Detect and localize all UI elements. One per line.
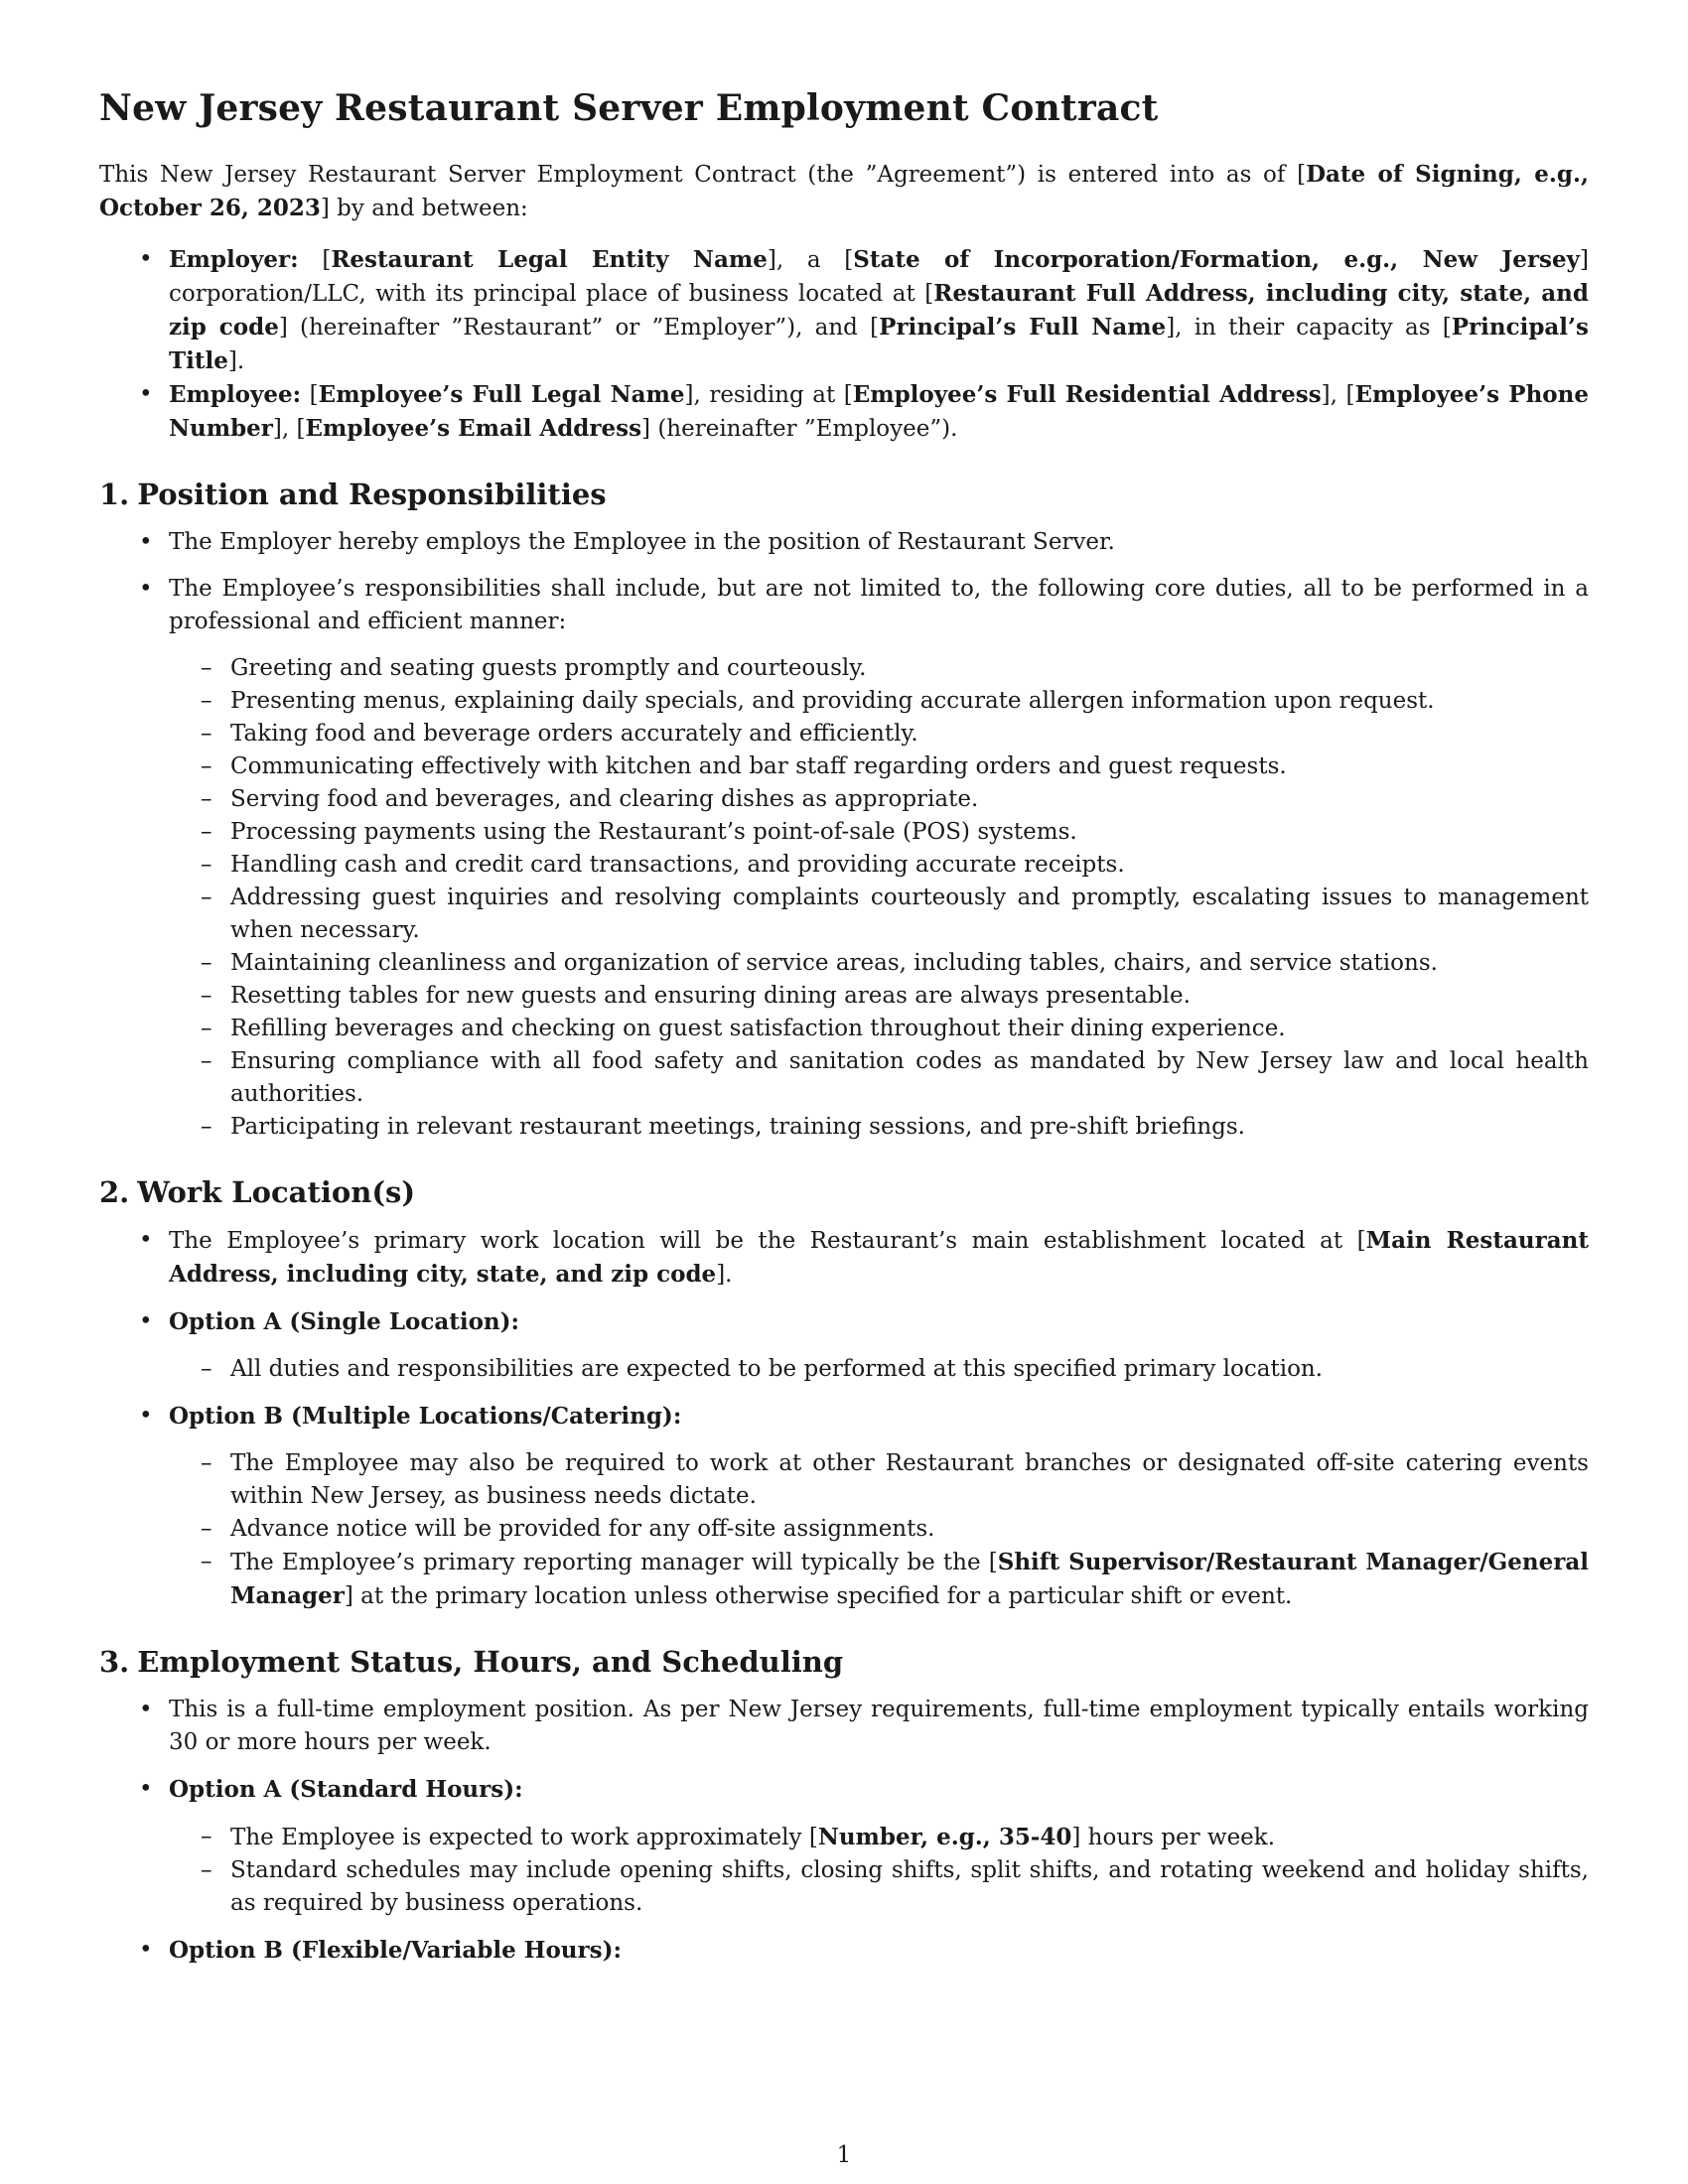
duty-item: – Participating in relevant restaurant meetings, training sessions, and pre-shift briefings. [169,1111,1589,1144]
employee-phone-placeholder: Employee’s Phone Number [169,381,1590,443]
section-title: Employment Status, Hours, and Scheduling [137,1644,844,1679]
option-item: – Advance notice will be provided for any off-site assignments. [169,1513,1589,1546]
section-heading-1 [99,478,1589,512]
section-heading-2 [99,1175,1589,1210]
section-heading-3 [99,1645,1589,1680]
list-item [99,1305,1589,1386]
list-item [99,573,1589,1144]
text: [ [298,247,332,274]
option-b-list [169,1447,1589,1613]
list-item: • The Employer hereby employs the Employee in the position of Restaurant Server. [99,526,1589,559]
text: [ [301,382,319,409]
intro-text-end: ] by and between: [320,196,528,222]
responsibilities-intro: The Employee’s responsibilities shall include, but are not limited to, the following core duties, all to be performed in a professional and efficient manner: [169,575,1589,634]
page-number: 1 [836,2142,852,2168]
employee-label: Employee: [169,381,302,409]
employee-name-placeholder: Employee’s Full Legal Name [318,381,685,409]
section-2-list [99,1224,1589,1613]
option-a-list [169,1821,1589,1920]
text: ], [ [272,416,306,443]
intro-text: This New Jersey Restaurant Server Employment Contract (the ”Agreement”) is entered into as of [ [99,162,1307,189]
duty-item: – Addressing guest inquiries and resolving complaints courteously and promptly, escalating issues to management when necessary. [169,882,1589,947]
option-label: Option B (Flexible/Variable Hours): [169,1936,622,1964]
text: ], in their capacity as [ [1166,315,1452,341]
duty-item: – Greeting and seating guests promptly and courteously. [169,652,1589,685]
option-item: – All duties and responsibilities are expected to be performed at this specified primary location. [169,1353,1589,1386]
text: ] (hereinafter ”Employee”). [641,416,958,443]
duty-item: – Presenting menus, explaining daily specials, and providing accurate allergen information upon request. [169,685,1589,718]
text: ] hours per week. [1071,1824,1276,1850]
employer-party [99,243,1589,378]
duties-list [169,652,1589,1144]
parties-list [99,243,1589,446]
duty-item: – Communicating effectively with kitchen and bar staff regarding orders and guest requests. [169,751,1589,783]
list-item [99,1224,1589,1292]
duty-item: – Processing payments using the Restaurant’s point-of-sale (POS) systems. [169,816,1589,849]
text: ] corporation/LLC, with its principal place of business located at [ [169,247,1589,308]
employee-email-placeholder: Employee’s Email Address [305,415,642,443]
document-page [99,87,1589,1999]
option-label: Option A (Single Location): [169,1307,520,1335]
section-title: Work Location(s) [137,1174,416,1209]
principal-title-placeholder: Principal’s Title [169,314,1589,375]
option-item [169,1821,1589,1854]
principal-name-placeholder: Principal’s Full Name [879,314,1167,341]
main-address-placeholder: Main Restaurant Address, including city, state, and zip code [169,1226,1589,1288]
text: ]. [716,1261,733,1288]
option-label: Option B (Multiple Locations/Catering): [169,1402,682,1430]
list-item: • This is a full-time employment position. As per New Jersey requirements, full-time employment typically entails working 30 or more hours per week. [99,1694,1589,1759]
duty-item: – Serving food and beverages, and clearing dishes as appropriate. [169,783,1589,816]
employer-label: Employer: [169,246,299,274]
hours-placeholder: Number, e.g., 35-40 [817,1823,1072,1850]
employer-address-placeholder: Restaurant Full Address, including city, state, and zip code [169,280,1589,341]
option-a-list [169,1353,1589,1386]
duty-item: – Ensuring compliance with all food safety and sanitation codes as mandated by New Jersey law and local health authorities. [169,1045,1589,1111]
employer-state-placeholder: State of Incorporation/Formation, e.g., New Jersey [853,246,1581,274]
section-3-list [99,1694,1589,1968]
section-number: 1. [99,478,130,512]
signing-date-placeholder: Date of Signing, e.g., October 26, 2023 [99,161,1589,222]
text: ], residing at [ [684,382,853,409]
text: ], a [ [767,247,854,274]
list-item [99,1934,1589,1968]
section-title: Position and Responsibilities [137,478,607,512]
text: ], [ [1321,382,1355,409]
duty-item: – Handling cash and credit card transactions, and providing accurate receipts. [169,849,1589,882]
option-item: – Standard schedules may include opening shifts, closing shifts, split shifts, and rotating weekend and holiday shifts, as required by business operations. [169,1854,1589,1920]
list-item [99,1400,1589,1613]
duty-item: – Taking food and beverage orders accurately and efficiently. [169,718,1589,751]
duty-item: – Refilling beverages and checking on guest satisfaction throughout their dining experience. [169,1013,1589,1045]
list-item [99,1773,1589,1920]
document-title: New Jersey Restaurant Server Employment Contract [99,87,1159,129]
text: ] (hereinafter ”Restaurant” or ”Employer”), and [ [278,315,880,341]
option-item: – The Employee may also be required to work at other Restaurant branches or designated off-site catering events within New Jersey, as business needs dictate. [169,1447,1589,1513]
duty-item: – Maintaining cleanliness and organization of service areas, including tables, chairs, and service stations. [169,947,1589,980]
text: The Employee is expected to work approximately [ [230,1824,818,1850]
intro-paragraph [99,158,1589,225]
section-number: 3. [99,1644,130,1679]
employee-party [99,378,1589,446]
manager-placeholder: Shift Supervisor/Restaurant Manager/General Manager [230,1548,1590,1609]
text: ] at the primary location unless otherwise specified for a particular shift or event. [344,1582,1293,1609]
text: ]. [227,348,245,375]
section-1-list [99,526,1589,1144]
employer-name-placeholder: Restaurant Legal Entity Name [331,246,768,274]
duty-item: – Resetting tables for new guests and ensuring dining areas are always presentable. [169,980,1589,1013]
employee-address-placeholder: Employee’s Full Residential Address [852,381,1322,409]
option-item [169,1546,1589,1613]
text: The Employee’s primary work location will be the Restaurant’s main establishment located at [ [169,1227,1366,1254]
option-label: Option A (Standard Hours): [169,1775,523,1803]
text: The Employee’s primary reporting manager will typically be the [ [230,1549,998,1575]
section-number: 2. [99,1174,130,1209]
